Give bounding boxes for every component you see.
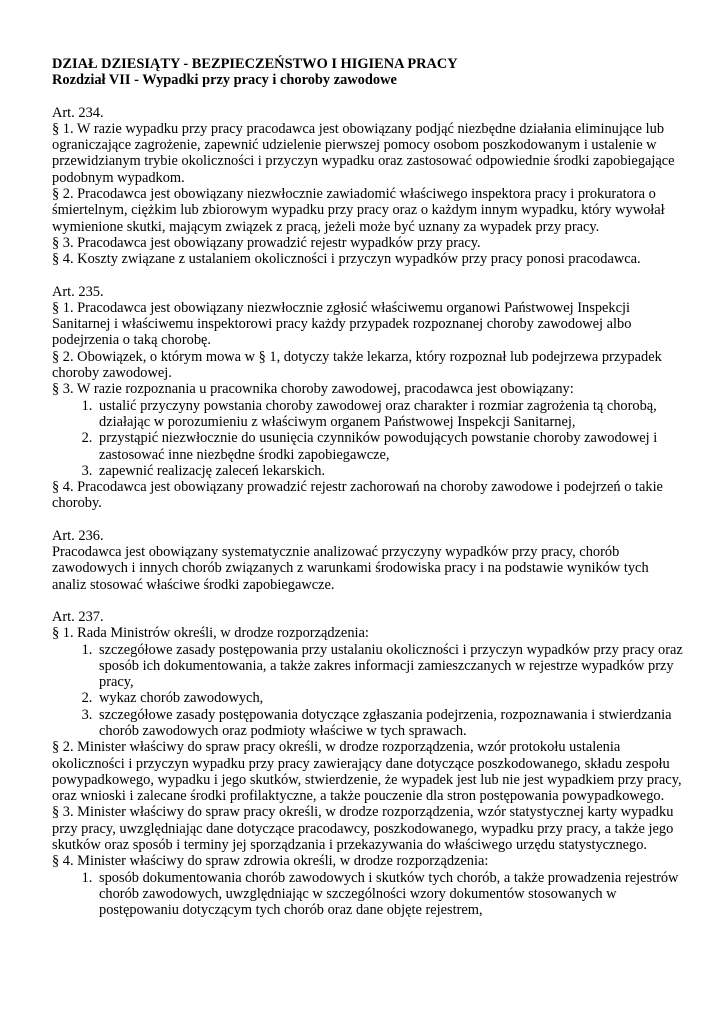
article-title: Art. 236. xyxy=(52,527,104,544)
article-237 xyxy=(52,609,684,919)
article-title: Art. 234. xyxy=(52,104,104,121)
paragraph: § 4. Koszty związane z ustalaniem okoliczności i przyczyn wypadków przy pracy ponosi pracodawca. xyxy=(52,251,641,268)
section-heading: DZIAŁ DZIESIĄTY - BEZPIECZEŃSTWO I HIGIENA PRACY xyxy=(52,56,458,72)
paragraph: § 1. Pracodawca jest obowiązany niezwłocznie zgłosić właściwemu organowi Państwowej Inspekcji Sanitarnej i właściwemu inspektorowi pracy każdy przypadek rozpoznanej choroby zawodowej albo podejrzenia o taką chorobę. xyxy=(52,299,632,349)
list-item: 3. zapewnić realizację zaleceń lekarskich. xyxy=(96,463,684,479)
article-title: Art. 237. xyxy=(52,608,104,625)
paragraph: § 4. Minister właściwy do spraw zdrowia określi, w drodze rozporządzenia: xyxy=(52,853,489,870)
list-item: 2. przystąpić niezwłocznie do usunięcia czynników powodujących powstanie choroby zawodowej i zastosować inne niezbędne środki zapobiegawcze, xyxy=(96,430,684,463)
paragraph: § 3. Pracodawca jest obowiązany prowadzić rejestr wypadków przy pracy. xyxy=(52,234,481,251)
paragraph: § 4. Pracodawca jest obowiązany prowadzić rejestr zachorowań na choroby zawodowe i podejrzeń o takie choroby. xyxy=(52,479,663,512)
numbered-list xyxy=(52,642,684,740)
article-title: Art. 235. xyxy=(52,283,104,300)
numbered-list xyxy=(52,398,684,479)
list-item: 1. szczegółowe zasady postępowania przy ustalaniu okoliczności i przyczyn wypadków przy pracy oraz sposób ich dokumentowania, a także zakres informacji zamieszczanych w rejestrze wypadków przy pracy, xyxy=(96,642,684,691)
article-236 xyxy=(52,528,684,593)
paragraph: § 1. Rada Ministrów określi, w drodze rozporządzenia: xyxy=(52,625,369,642)
chapter-heading: Rozdział VII - Wypadki przy pracy i choroby zawodowe xyxy=(52,72,397,89)
numbered-list xyxy=(52,870,684,919)
paragraph: Pracodawca jest obowiązany systematycznie analizować przyczyny wypadków przy pracy, chorób zawodowych i innych chorób związanych z warunkami środowiska pracy i na podstawie wyników tych analiz stosować właściwe środki zapobiegawcze. xyxy=(52,544,649,593)
paragraph: § 2. Obowiązek, o którym mowa w § 1, dotyczy także lekarza, który rozpoznał lub podejrzewa przypadek choroby zawodowej. xyxy=(52,348,662,382)
article-234 xyxy=(52,105,684,268)
paragraph: § 1. W razie wypadku przy pracy pracodawca jest obowiązany podjąć niezbędne działania eliminujące lub ograniczające zagrożenie, zapewnić udzielenie pierwszej pomocy osobom poszkodowanym i ustalenie w przewidzianym trybie okoliczności i przyczyn wypadku oraz zastosować odpowiednie środki zapobiegające podobnym wypadkom. xyxy=(52,120,675,186)
paragraph: § 2. Pracodawca jest obowiązany niezwłocznie zawiadomić właściwego inspektora pracy i prokuratora o śmiertelnym, ciężkim lub zbiorowym wypadku przy pracy oraz o każdym innym wypadku, który wywołał wymienione skutki, mającym związek z pracą, jeżeli może być uznany za wypadek przy pracy. xyxy=(52,186,665,235)
paragraph: § 3. Minister właściwy do spraw pracy określi, w drodze rozporządzenia, wzór statystycznej karty wypadku przy pracy, uwzględniając dane dotyczące pracodawcy, poszkodowanego, wypadku przy pracy, a także jego skutków oraz sposób i terminy jej sporządzania i przekazywania do właściwego urzędu statystycznego. xyxy=(52,804,674,854)
paragraph: § 2. Minister właściwy do spraw pracy określi, w drodze rozporządzenia, wzór protokołu ustalenia okoliczności i przyczyn wypadku przy pracy zawierający dane dotyczące poszkodowanego, składu zespołu powypadkowego, wypadku i jego skutków, stwierdzenie, że wypadek jest lub nie jest wypadkiem przy pracy, oraz wnioski i zalecane środki profilaktyczne, a także pouczenie dla stron postępowania powypadkowego. xyxy=(52,739,682,805)
list-item: 1. sposób dokumentowania chorób zawodowych i skutków tych chorób, a także prowadzenia rejestrów chorób zawodowych, uwzględniając w szczególności wzory dokumentów stosowanych w postępowaniu dotyczącym tych chorób oraz dane objęte rejestrem, xyxy=(96,870,684,919)
list-item: 1. ustalić przyczyny powstania choroby zawodowej oraz charakter i rozmiar zagrożenia tą chorobą, działając w porozumieniu z właściwym organem Państwowej Inspekcji Sanitarnej, xyxy=(96,398,684,431)
list-item: 2. wykaz chorób zawodowych, xyxy=(96,690,684,706)
paragraph: § 3. W razie rozpoznania u pracownika choroby zawodowej, pracodawca jest obowiązany: xyxy=(52,381,574,398)
article-235 xyxy=(52,284,684,512)
list-item: 3. szczegółowe zasady postępowania dotyczące zgłaszania podejrzenia, rozpoznawania i stwierdzania chorób zawodowych oraz podmioty właściwe w tych sprawach. xyxy=(96,707,684,740)
